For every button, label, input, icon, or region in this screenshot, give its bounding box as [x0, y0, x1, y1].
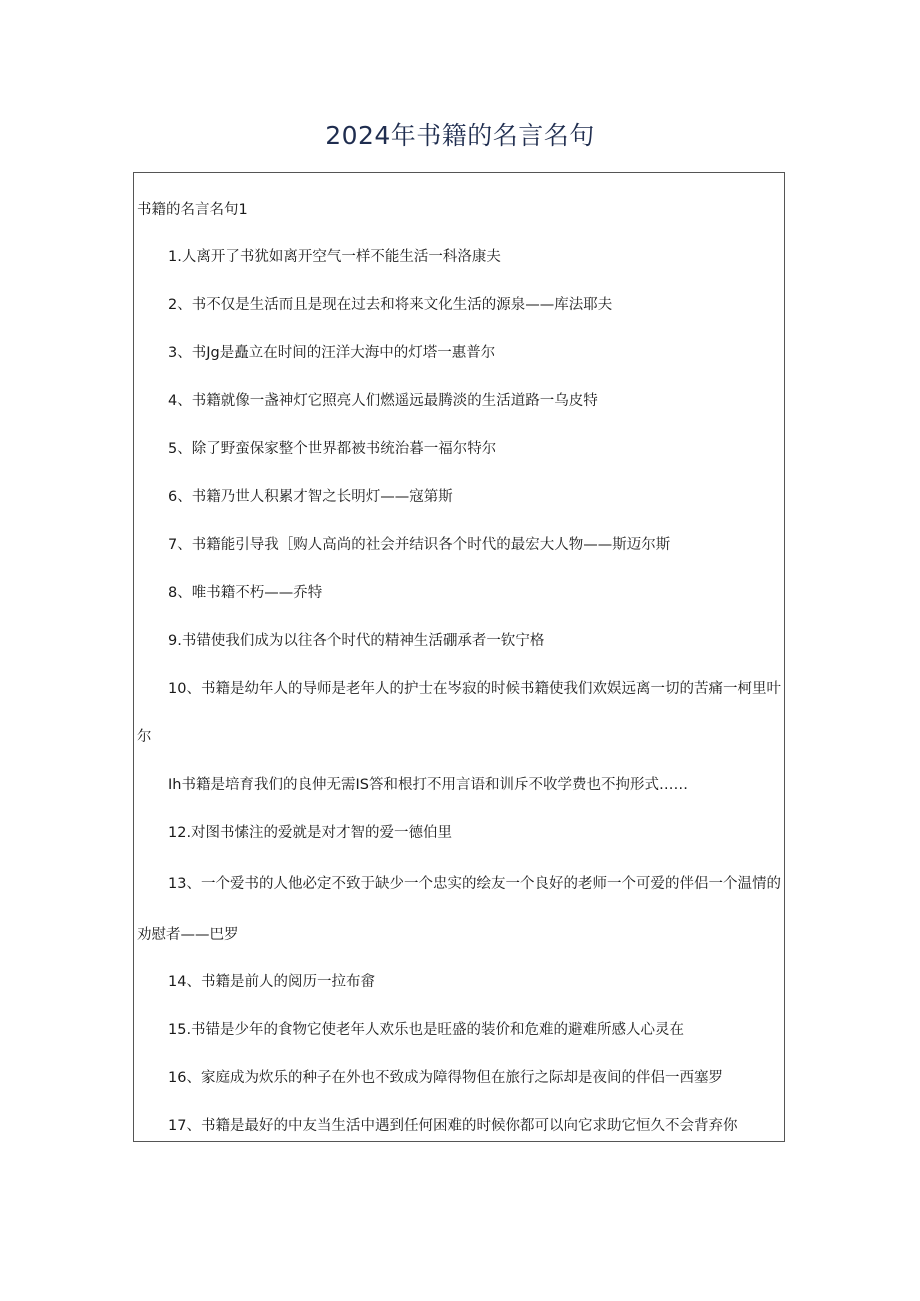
quote-line: 1.人离开了书犹如离开空气一样不能生活一科洛康夫 — [168, 249, 501, 265]
quote-line: 7、书籍能引导我［购人高尚的社会并结识各个时代的最宏大人物——斯迈尔斯 — [168, 537, 671, 553]
quote-line: 6、书籍乃世人积累才智之长明灯——寇第斯 — [168, 489, 453, 505]
quote-line: 9.书错使我们成为以往各个时代的精神生活硼承者一钦宁格 — [168, 633, 545, 649]
quote-line: 2、书不仅是生活而且是现在过去和将来文化生活的源泉——库法耶夫 — [168, 297, 613, 313]
quote-line: 15.书错是少年的食物它使老年人欢乐也是旺盛的装价和危难的避难所感人心灵在 — [168, 1022, 685, 1038]
content-box — [133, 172, 785, 1142]
quote-line: Ih书籍是培育我们的良伸无需IS答和根打不用言语和训斥不收学费也不拘形式…… — [168, 777, 688, 793]
quote-line: 16、家庭成为炊乐的种子在外也不致成为障得物但在旅行之际却是夜间的伴侣一西塞罗 — [168, 1070, 723, 1086]
quote-line: 12.对图书愫注的爱就是对才智的爱一德伯里 — [168, 825, 453, 841]
quote-line-continuation: 劝慰者——巴罗 — [137, 927, 239, 943]
quote-line-continuation: 尔 — [137, 729, 152, 745]
quote-line: 17、书籍是最好的中友当生活中遇到任何困难的时候你都可以向它求助它恒久不会背弃你 — [168, 1118, 738, 1134]
section-heading: 书籍的名言名句1 — [137, 202, 248, 218]
quote-line: 4、书籍就像一盏神灯它照亮人们燃遥远最腾淡的生活道路一乌皮特 — [168, 393, 598, 409]
quote-line: 5、除了野蛮保家整个世界都被书统治暮一福尔特尔 — [168, 441, 497, 457]
quote-line: 3、书Jg是矗立在时间的汪洋大海中的灯塔一惠普尔 — [168, 345, 496, 361]
quote-line: 14、书籍是前人的阅历一拉布畲 — [168, 974, 375, 990]
quote-line: 8、唯书籍不朽——乔特 — [168, 585, 323, 601]
quote-line: 10、书籍是幼年人的导师是老年人的护士在岑寂的时候书籍使我们欢娱远离一切的苦痛一柯里叶 — [168, 681, 781, 697]
quote-line: 13、一个爱书的人他必定不致于缺少一个忠实的绘友一个良好的老师一个可爱的伴侣一个温情的 — [168, 876, 781, 892]
document-title: 2024年书籍的名言名句 — [325, 121, 595, 150]
